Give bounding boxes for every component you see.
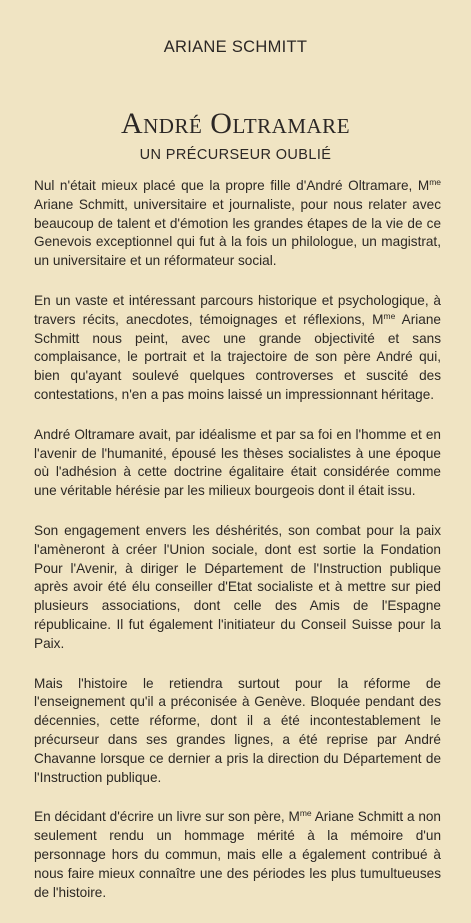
blurb-paragraph: [34, 522, 441, 654]
blurb-paragraph: [34, 675, 441, 788]
superscript-abbrev: me: [429, 177, 441, 187]
text-segment: Ariane Schmitt a non seulement rendu un hommage mérité à la mémoire d'un personnage hors du commun, mais elle a également contribué à nous faire mieux connaître une des périodes les plus tumultueuses de l'histoire.: [34, 809, 441, 900]
text-segment: Nul n'était mieux placé que la propre fille d'André Oltramare, M: [34, 178, 430, 193]
superscript-abbrev: me: [299, 808, 312, 819]
blurb-paragraph: [34, 808, 441, 902]
blurb-paragraph: [34, 177, 441, 271]
text-segment: En un vaste et intéressant parcours historique et psychologique, à travers récits, anecdotes, témoignages et réflexions, M: [34, 292, 441, 327]
blurb-text: [34, 177, 441, 923]
text-segment: En décidant d'écrire un livre sur son père, M: [34, 809, 300, 825]
blurb-paragraph: [34, 292, 441, 405]
text-segment: Ariane Schmitt, universitaire et journaliste, pour nous relater avec beaucoup de talent et d'émotion les grandes étapes de la vie de ce Genevois exceptionnel qui fut à la fois un philologue, un magistrat, un universitaire et un réformateur social.: [34, 196, 441, 269]
book-title: André Oltramare: [120, 107, 351, 140]
book-subtitle: UN PRÉCURSEUR OUBLIÉ: [139, 147, 332, 163]
blurb-paragraph: [34, 426, 441, 501]
text-segment: Son engagement envers les déshérités, son combat pour la paix l'amèneront à créer l'Union sociale, dont est sortie la Fondation Pour l'Avenir, à diriger le Département de l'Instruction publique après avoir été élu conseiller d'Etat socialiste et à mettre sur pied plusieurs associations, dont celle des Amis de l'Espagne républicaine. Il fut également l'initiateur du Conseil Suisse pour la Paix.: [34, 522, 441, 651]
author-name: ARIANE SCHMITT: [163, 38, 308, 56]
text-segment: André Oltramare avait, par idéalisme et par sa foi en l'homme et en l'avenir de l'humanité, épousé les thèses socialistes à une époque où l'adhésion à cette doctrine égalitaire était considérée comme une véritable hérésie par les milieux bourgeois dont il était issu.: [34, 426, 441, 499]
superscript-abbrev: me: [383, 310, 396, 321]
text-segment: Ariane Schmitt nous peint, avec une grande objectivité et sans complaisance, le portrait et la trajectoire de son père André qui, bien qu'ayant soulevé quelques controverses et suscité des contestations, n'en a pas moins laissé un impressionnant héritage.: [34, 311, 441, 402]
text-segment: Mais l'histoire le retiendra surtout pour la réforme de l'enseignement qu'il a préconisée à Genève. Bloquée pendant des décennies, cette réforme, dont il a été incontestablement le précurseur dans ses grandes lignes, a été reprise par André Chavanne lorsque ce dernier a pris la direction du Département de l'Instruction publique.: [34, 675, 441, 785]
